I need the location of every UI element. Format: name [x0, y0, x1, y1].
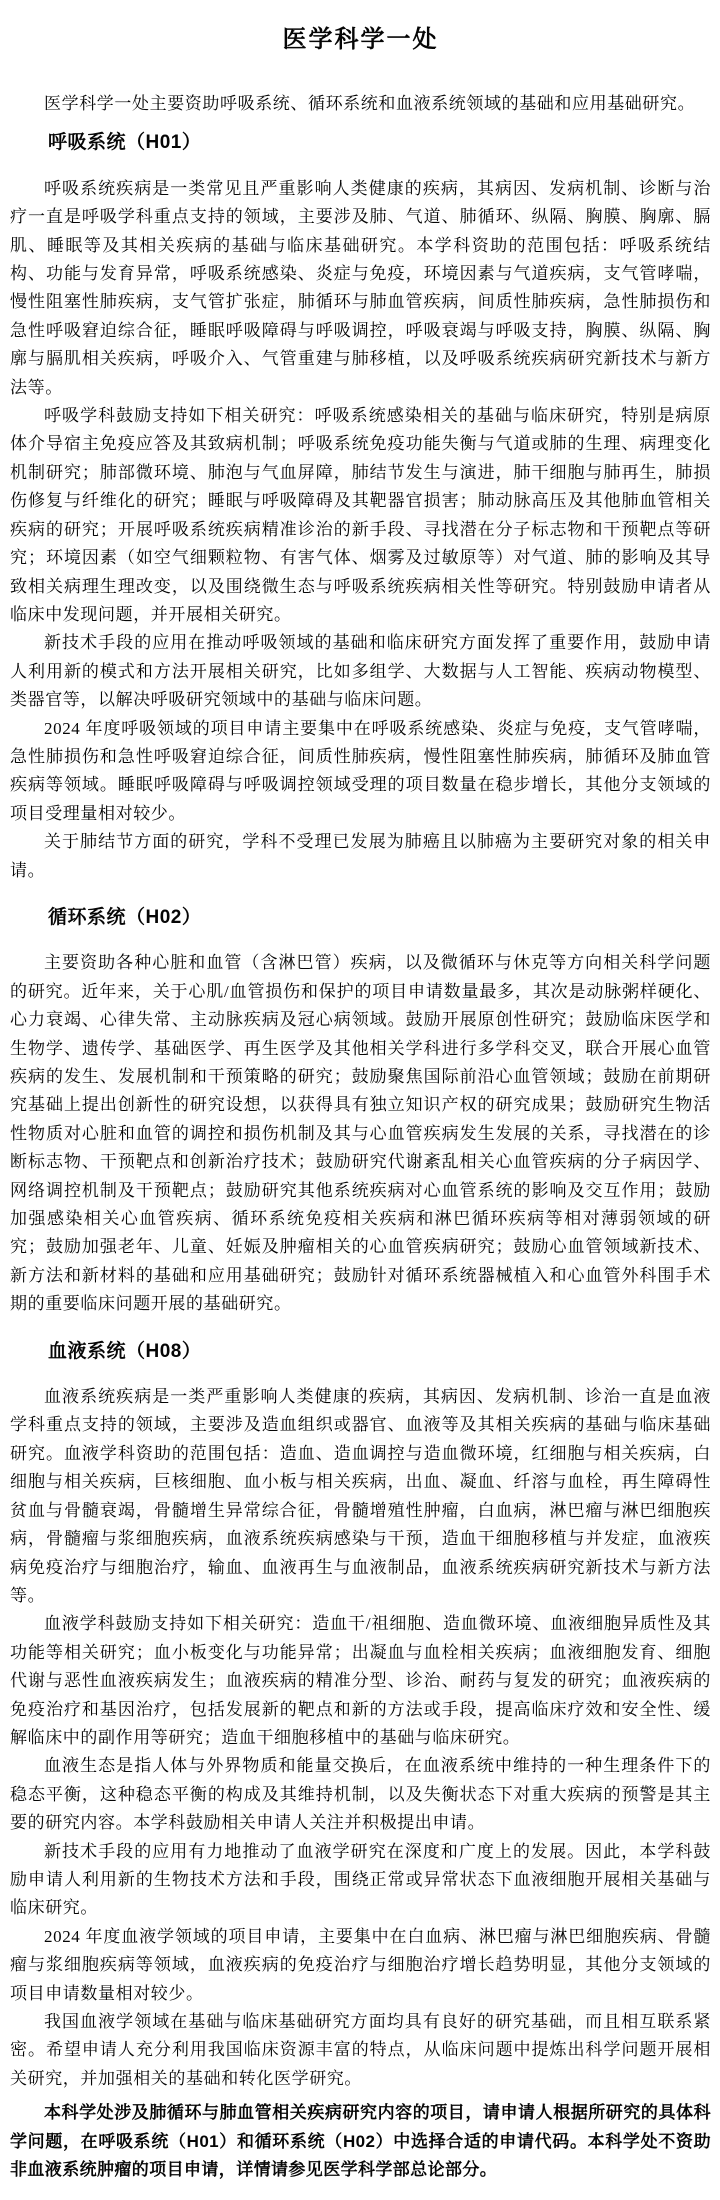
- paragraph-h01-encouraged-research: 呼吸学科鼓励支持如下相关研究：呼吸系统感染相关的基础与临床研究，特别是病原体介导宿主免疫应答及其致病机制；呼吸系统免疫功能失衡与气道或肺的生理、病理变化机制研究；肺部微环境、肺泡与气血屏障，肺结节发生与演进，肺干细胞与肺再生，肺损伤修复与纤维化的研究；睡眠与呼吸障碍及其靶器官损害；肺动脉高压及其他肺血管相关疾病的研究；开展呼吸系统疾病精准诊治的新手段、寻找潜在分子标志物和干预靶点等研究；环境因素（如空气细颗粒物、有害气体、烟雾及过敏原等）对气道、肺的影响及其导致相关病理生理改变，以及围绕微生态与呼吸系统疾病相关性等研究。特别鼓励申请者从临床中发现问题，并开展相关研究。: [10, 406, 711, 624]
- page-title: 医学科学一处: [282, 27, 439, 53]
- paragraph-h08-overview: 血液系统疾病是一类严重影响人类健康的疾病，其病因、发病机制、诊治一直是血液学科重点支持的领域，主要涉及造血组织或器官、血液等及其相关疾病的基础与临床基础研究。血液学科资助的范围包括：造血、造血调控与造血微环境，红细胞与相关疾病，白细胞与相关疾病，巨核细胞、血小板与相关疾病，出血、凝血、纤溶与血栓，再生障碍性贫血与骨髓衰竭，骨髓增生异常综合征，骨髓增殖性肿瘤，白血病，淋巴瘤与淋巴细胞疾病，骨髓瘤与浆细胞疾病，血液系统疾病感染与干预，造血干细胞移植与并发症，血液疾病免疫治疗与细胞治疗，输血、血液再生与血液制品，血液系统疾病研究新技术与新方法等。: [10, 1387, 711, 1605]
- section-heading-h01: 呼吸系统（H01）: [48, 132, 202, 154]
- closing-note: 本科学处涉及肺循环与肺血管相关疾病研究内容的项目，请申请人根据所研究的具体科学问题，在呼吸系统（H01）和循环系统（H02）中选择合适的申请代码。本科学处不资助非血液系统肿瘤的项目申请，详情请参见医学科学部总论部分。: [10, 2103, 711, 2180]
- paragraph-h08-blood-ecology: 血液生态是指人体与外界物质和能量交换后，在血液系统中维持的一种生理条件下的稳态平衡，这种稳态平衡的构成及其维持机制，以及失衡状态下对重大疾病的预警是其主要的研究内容。本学科鼓励相关申请人关注并积极提出申请。: [10, 1756, 711, 1833]
- section-gap: [10, 885, 711, 893]
- paragraph-h01-overview: 呼吸系统疾病是一类常见且严重影响人类健康的疾病，其病因、发病机制、诊断与治疗一直是呼吸学科重点支持的领域，主要涉及肺、气道、肺循环、纵隔、胸膜、胸廓、膈肌、睡眠等及其相关疾病的基础与临床基础研究。本学科资助的范围包括：呼吸系统结构、功能与发育异常，呼吸系统感染、炎症与免疫，环境因素与气道疾病，支气管哮喘，慢性阻塞性肺疾病，支气管扩张症，肺循环与肺血管疾病，间质性肺疾病，急性肺损伤和急性呼吸窘迫综合征，睡眠呼吸障碍与呼吸调控，呼吸衰竭与呼吸支持，胸膜、纵隔、胸廓与膈肌相关疾病，呼吸介入、气管重建与肺移植，以及呼吸系统疾病研究新技术与新方法等。: [10, 178, 711, 397]
- paragraph-h01-2024-applications: 2024 年度呼吸领域的项目申请主要集中在呼吸系统感染、炎症与免疫，支气管哮喘，急性肺损伤和急性呼吸窘迫综合征，间质性肺疾病，慢性阻塞性肺疾病，肺循环及肺血管疾病等领域。睡眠呼吸障碍与呼吸调控领域受理的项目数量在稳步增长，其他分支领域的项目受理量相对较少。: [10, 718, 711, 823]
- section-gap: [10, 1319, 711, 1327]
- section-heading-h02: 循环系统（H02）: [48, 906, 202, 928]
- paragraph-h01-lung-nodule-note: 关于肺结节方面的研究，学科不受理已发展为肺癌且以肺癌为主要研究对象的相关申请。: [10, 832, 711, 880]
- intro-paragraph: 医学科学一处主要资助呼吸系统、循环系统和血液系统领域的基础和应用基础研究。: [44, 94, 696, 113]
- paragraph-h08-encouraged-research: 血液学科鼓励支持如下相关研究：造血干/祖细胞、造血微环境、血液细胞异质性及其功能等相关研究；血小板变化与功能异常；出凝血与血栓相关疾病；血液细胞发育、细胞代谢与恶性血液疾病发生；血液疾病的精准分型、诊治、耐药与复发的研究；血液疾病的免疫治疗和基因治疗，包括发展新的靶点和新的方法或手段，提高临床疗效和安全性、缓解临床中的副作用等研究；造血干细胞移植中的基础与临床研究。: [10, 1614, 711, 1747]
- paragraph-h01-new-technology: 新技术手段的应用在推动呼吸领域的基础和临床研究方面发挥了重要作用，鼓励申请人利用新的模式和方法开展相关研究，比如多组学、大数据与人工智能、疾病动物模型、类器官等，以解决呼吸研究领域中的基础与临床问题。: [10, 633, 711, 710]
- paragraph-h02-overview: 主要资助各种心脏和血管（含淋巴管）疾病，以及微循环与休克等方向相关科学问题的研究。近年来，关于心肌/血管损伤和保护的项目申请数量最多，其次是动脉粥样硬化、心力衰竭、心律失常、主动脉疾病及冠心病领域。鼓励开展原创性研究；鼓励临床医学和生物学、遗传学、基础医学、再生医学及其他相关学科进行多学科交叉，联合开展心血管疾病的发生、发展机制和干预策略的研究；鼓励聚焦国际前沿心血管领域；鼓励在前期研究基础上提出创新性的研究设想，以获得具有独立知识产权的研究成果；鼓励研究生物活性物质对心脏和血管的调控和损伤机制及其与心血管疾病发生发展的关系，寻找潜在的诊断标志物、干预靶点和创新治疗技术；鼓励研究代谢紊乱相关心血管疾病的分子病因学、网络调控机制及干预靶点；鼓励研究其他系统疾病对心血管系统的影响及交互作用；鼓励加强感染相关心血管疾病、循环系统免疫相关疾病和淋巴循环疾病等相对薄弱领域的研究；鼓励加强老年、儿童、妊娠及肿瘤相关的心血管疾病研究；鼓励心血管领域新技术、新方法和新材料的基础和应用基础研究；鼓励针对循环系统器械植入和心血管外科围手术期的重要临床问题开展的基础研究。: [10, 953, 711, 1314]
- paragraph-h08-2024-applications: 2024 年度血液学领域的项目申请，主要集中在白血病、淋巴瘤与淋巴细胞疾病、骨髓瘤与浆细胞疾病等领域，血液疾病的免疫治疗与细胞治疗增长趋势明显，其他分支领域的项目申请数量相对较少。: [10, 1926, 711, 2003]
- section-heading-h08: 血液系统（H08）: [48, 1340, 202, 1362]
- paragraph-h08-domestic-foundation: 我国血液学领域在基础与临床基础研究方面均具有良好的研究基础，而且相互联系紧密。希望申请人充分利用我国临床资源丰富的特点，从临床问题中提炼出科学问题开展相关研究，并加强相关的基础和转化医学研究。: [10, 2012, 711, 2088]
- paragraph-h08-new-technology: 新技术手段的应用有力地推动了血液学研究在深度和广度上的发展。因此，本学科鼓励申请人利用新的生物技术方法和手段，围绕正常或异常状态下血液细胞开展相关基础与临床研究。: [10, 1841, 711, 1918]
